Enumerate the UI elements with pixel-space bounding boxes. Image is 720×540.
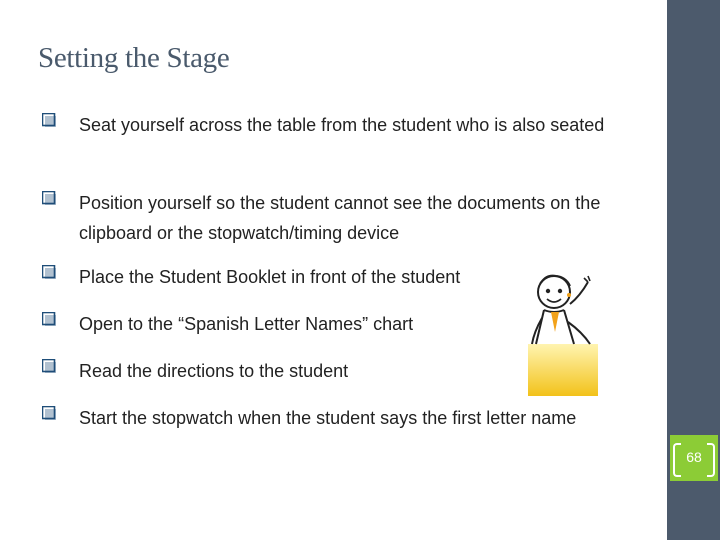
checkbox-bullet-icon xyxy=(42,406,57,421)
bullet-text: Position yourself so the student cannot see the documents on the clipboard or the stopwatch/timing device xyxy=(79,193,601,243)
waving-child-clipart xyxy=(520,270,600,396)
checkbox-bullet-icon xyxy=(42,191,57,206)
checkbox-bullet-icon xyxy=(42,265,57,280)
checkbox-bullet-icon xyxy=(42,113,57,128)
checkbox-bullet-icon xyxy=(42,359,57,374)
bullet-text: Seat yourself across the table from the student who is also seated xyxy=(79,115,605,135)
page-number-badge xyxy=(670,435,718,481)
checkbox-bullet-icon xyxy=(42,312,57,327)
page-number: 68 xyxy=(686,449,702,465)
bullet-text: Start the stopwatch when the student says the first letter name xyxy=(79,408,577,428)
bullet-text: Open to the “Spanish Letter Names” chart xyxy=(79,314,414,334)
right-bracket-icon xyxy=(707,443,715,477)
slide-title: Setting the Stage xyxy=(38,42,230,74)
bullet-text: Read the directions to the student xyxy=(79,361,349,381)
bullet-text: Place the Student Booklet in front of the student xyxy=(79,267,461,287)
